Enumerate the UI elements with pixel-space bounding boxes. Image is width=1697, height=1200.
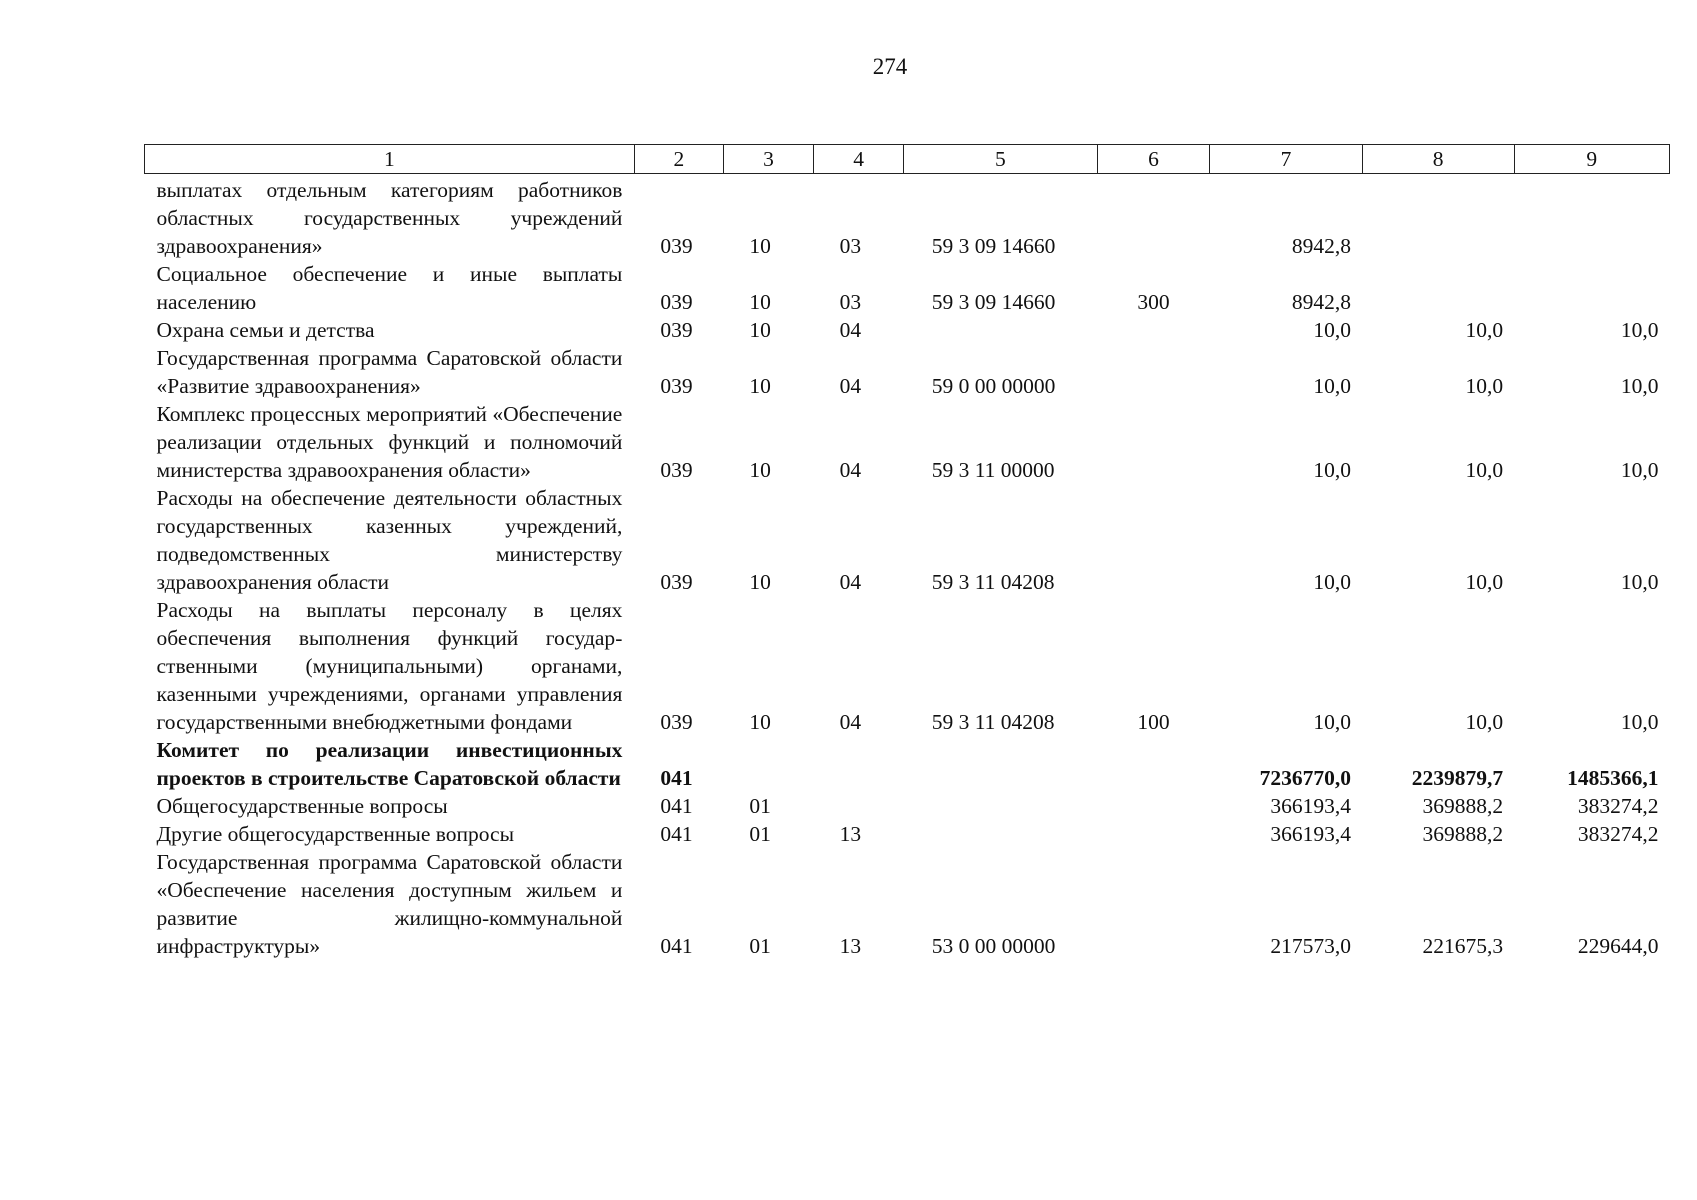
column-number-header-row [145, 145, 1670, 174]
row-name: Социальное обеспечение и иные выплаты населению [156, 262, 623, 314]
section-code [723, 736, 813, 792]
amount-col-7: 10,0 [1313, 458, 1352, 482]
amount-col-9: 383274,2 [1577, 822, 1659, 846]
amount-col-8: 10,0 [1465, 458, 1504, 482]
expense-type [1097, 400, 1210, 484]
subsection-code: 04 [839, 570, 862, 594]
ministry-code: 041 [660, 822, 693, 846]
column-header-2: 2 [634, 145, 723, 174]
subsection-code: 04 [839, 458, 862, 482]
amount-col-7: 7236770,0 [1259, 766, 1352, 790]
section-code: 10 [749, 318, 771, 342]
amount-col-9: 10,0 [1620, 374, 1659, 398]
subsection-code: 03 [839, 290, 862, 314]
row-name: Комитет по реализации инвестиционных проектов в строительстве Саратовской области [156, 738, 623, 790]
table-row [145, 400, 1670, 484]
row-name: Комплекс процессных мероприятий «Обеспечение реализации отдельных функций и полномочий министерства здравоохранения области» [156, 402, 623, 482]
amount-col-9: 10,0 [1620, 570, 1659, 594]
target-article: 59 3 09 14660 [931, 234, 1056, 258]
column-header-3: 3 [723, 145, 813, 174]
amount-col-9: 383274,2 [1577, 794, 1659, 818]
target-article: 59 3 11 00000 [931, 458, 1055, 482]
amount-col-8: 2239879,7 [1411, 766, 1504, 790]
subsection-code: 04 [839, 374, 862, 398]
section-code: 01 [749, 794, 771, 818]
section-code: 01 [749, 934, 771, 958]
table-row [145, 316, 1670, 344]
ministry-code: 041 [660, 794, 693, 818]
expense-type [1097, 848, 1210, 960]
table-row [145, 820, 1670, 848]
section-code: 01 [749, 822, 771, 846]
table-row [145, 484, 1670, 596]
target-article [904, 820, 1097, 848]
expense-type: 100 [1137, 710, 1170, 734]
expense-type: 300 [1137, 290, 1170, 314]
amount-col-9: 229644,0 [1577, 934, 1659, 958]
ministry-code: 039 [660, 458, 693, 482]
expense-type [1097, 174, 1210, 261]
column-header-9: 9 [1514, 145, 1669, 174]
subsection-code: 13 [839, 934, 862, 958]
amount-col-8: 10,0 [1465, 570, 1504, 594]
table-row [145, 174, 1670, 261]
amount-col-7: 8942,8 [1291, 234, 1352, 258]
subsection-code [814, 736, 904, 792]
row-name: выплатах отдельным категориям работников областных государственных учреждений здравоохранения» [156, 178, 623, 258]
amount-col-8: 10,0 [1465, 710, 1504, 734]
section-code: 10 [749, 290, 771, 314]
ministry-code: 039 [660, 234, 693, 258]
ministry-code: 041 [660, 766, 693, 790]
amount-col-9 [1514, 260, 1669, 316]
row-name: Другие общегосударственные вопросы [156, 822, 515, 846]
table-row [145, 596, 1670, 736]
amount-col-7: 10,0 [1313, 570, 1352, 594]
column-header-6: 6 [1097, 145, 1210, 174]
table-body [145, 174, 1670, 961]
subsection-code: 13 [839, 822, 862, 846]
column-header-5: 5 [904, 145, 1097, 174]
expense-type [1097, 820, 1210, 848]
amount-col-8: 369888,2 [1422, 822, 1504, 846]
target-article [904, 736, 1097, 792]
row-name: Государственная программа Саратовской области «Обеспечение населения доступным жильем и развитие жилищно-коммунальной инфраструктуры» [156, 850, 623, 958]
row-name: Общегосударственные вопросы [156, 794, 448, 818]
amount-col-7: 10,0 [1313, 710, 1352, 734]
amount-col-7: 8942,8 [1291, 290, 1352, 314]
amount-col-9: 10,0 [1620, 458, 1659, 482]
subsection-code: 04 [839, 318, 862, 342]
amount-col-7: 10,0 [1313, 318, 1352, 342]
target-article: 59 3 09 14660 [931, 290, 1056, 314]
column-header-4: 4 [814, 145, 904, 174]
amount-col-9: 1485366,1 [1567, 766, 1659, 790]
column-header-7: 7 [1210, 145, 1362, 174]
section-code: 10 [749, 710, 771, 734]
table-row [145, 736, 1670, 792]
budget-table [144, 144, 1670, 960]
expense-type [1097, 316, 1210, 344]
amount-col-7: 10,0 [1313, 374, 1352, 398]
ministry-code: 039 [660, 570, 693, 594]
expense-type [1097, 344, 1210, 400]
column-header-1: 1 [145, 145, 635, 174]
section-code: 10 [749, 570, 771, 594]
table-row [145, 792, 1670, 820]
ministry-code: 039 [660, 710, 693, 734]
ministry-code: 039 [660, 290, 693, 314]
amount-col-8: 10,0 [1465, 374, 1504, 398]
ministry-code: 039 [660, 318, 693, 342]
row-name: Охрана семьи и детства [156, 318, 375, 342]
row-name: Государственная программа Саратовской области «Развитие здравоохранения» [156, 346, 623, 398]
expense-type [1097, 736, 1210, 792]
amount-col-9: 10,0 [1620, 710, 1659, 734]
ministry-code: 041 [660, 934, 693, 958]
section-code: 10 [749, 458, 771, 482]
amount-col-9 [1514, 174, 1669, 261]
amount-col-7: 217573,0 [1270, 934, 1352, 958]
row-name: Расходы на обеспечение деятельности областных государственных казенных учреждений, подведомственных министерству здравоохранения области [156, 486, 623, 594]
amount-col-8 [1362, 260, 1514, 316]
target-article: 53 0 00 00000 [931, 934, 1056, 958]
amount-col-7: 366193,4 [1270, 794, 1352, 818]
amount-col-8 [1362, 174, 1514, 261]
table-row [145, 848, 1670, 960]
column-header-8: 8 [1362, 145, 1514, 174]
target-article: 59 3 11 04208 [931, 710, 1055, 734]
amount-col-8: 221675,3 [1422, 934, 1504, 958]
amount-col-7: 366193,4 [1270, 822, 1352, 846]
table-row [145, 260, 1670, 316]
row-name: Расходы на выплаты персоналу в целях обеспечения выполнения функций государственными (муниципальными) органами, казенными учреждениями, органами управления государственными внебюджетными фондами [156, 598, 623, 734]
table-row [145, 344, 1670, 400]
target-article: 59 0 00 00000 [931, 374, 1056, 398]
page-number: 274 [872, 54, 908, 79]
section-code: 10 [749, 374, 771, 398]
amount-col-8: 369888,2 [1422, 794, 1504, 818]
subsection-code: 04 [839, 710, 862, 734]
section-code: 10 [749, 234, 771, 258]
target-article [904, 316, 1097, 344]
subsection-code: 03 [839, 234, 862, 258]
target-article: 59 3 11 04208 [931, 570, 1055, 594]
subsection-code [814, 792, 904, 820]
ministry-code: 039 [660, 374, 693, 398]
expense-type [1097, 484, 1210, 596]
amount-col-8: 10,0 [1465, 318, 1504, 342]
target-article [904, 792, 1097, 820]
expense-type [1097, 792, 1210, 820]
amount-col-9: 10,0 [1620, 318, 1659, 342]
